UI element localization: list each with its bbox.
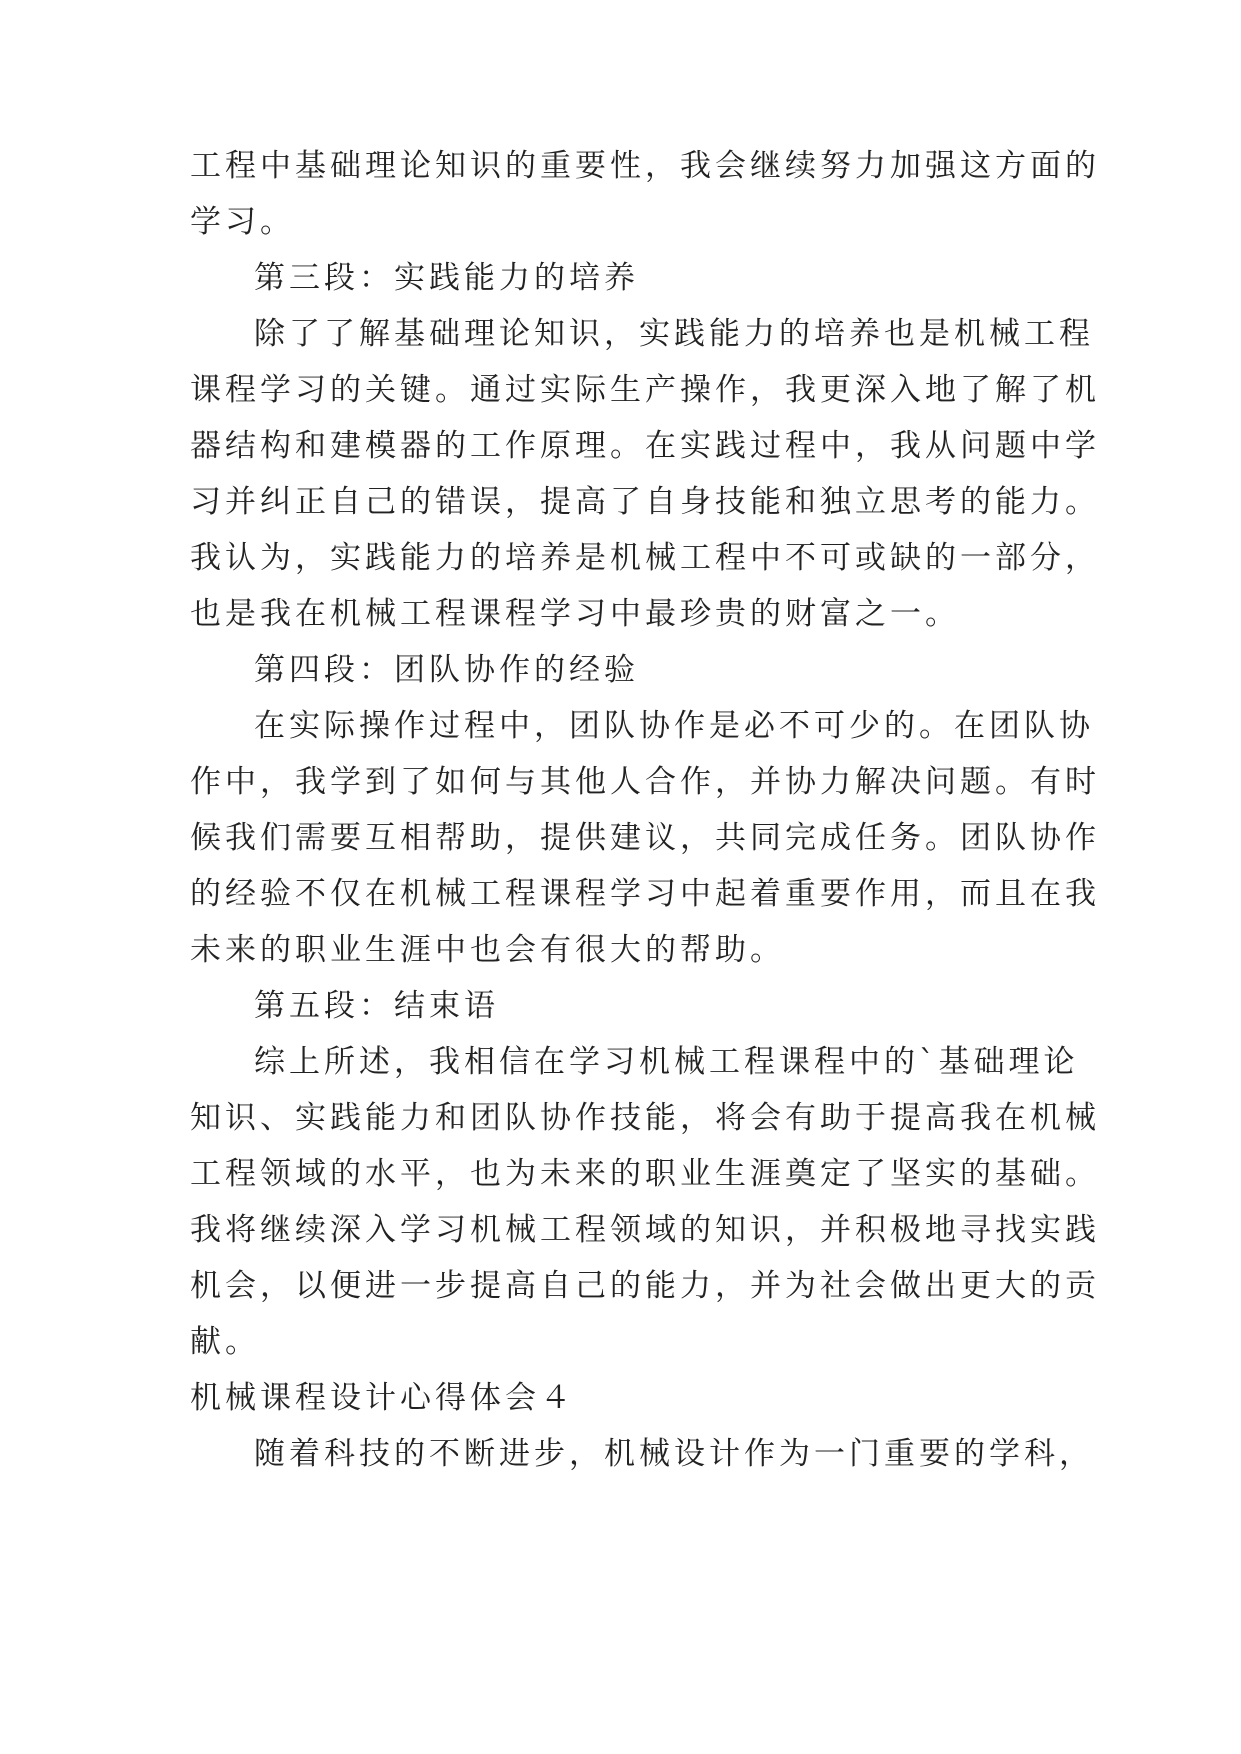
body-text-line: 知识、实践能力和团队协作技能，将会有助于提高我在机械 bbox=[190, 1100, 1100, 1136]
body-text-line: 我认为，实践能力的培养是机械工程中不可或缺的一部分， bbox=[190, 540, 1100, 576]
body-text-line: 未来的职业生涯中也会有很大的帮助。 bbox=[190, 932, 785, 968]
body-text-line: 候我们需要互相帮助，提供建议，共同完成任务。团队协作 bbox=[190, 820, 1100, 856]
body-text-line: 除了了解基础理论知识，实践能力的培养也是机械工程 bbox=[254, 316, 1094, 352]
body-text-line: 作中，我学到了如何与其他人合作，并协力解决问题。有时 bbox=[190, 764, 1100, 800]
body-text-line: 综上所述，我相信在学习机械工程课程中的`基础理论 bbox=[254, 1044, 1079, 1080]
section-heading: 第三段：实践能力的培养 bbox=[254, 260, 639, 296]
body-text-line: 器结构和建模器的工作原理。在实践过程中，我从问题中学 bbox=[190, 428, 1100, 464]
body-text-line: 工程领域的水平，也为未来的职业生涯奠定了坚实的基础。 bbox=[190, 1156, 1100, 1192]
body-text-line: 也是我在机械工程课程学习中最珍贵的财富之一。 bbox=[190, 596, 960, 632]
article-title: 机械课程设计心得体会４ bbox=[190, 1380, 575, 1416]
body-text-line: 献。 bbox=[190, 1324, 260, 1360]
body-text-line: 的经验不仅在机械工程课程学习中起着重要作用，而且在我 bbox=[190, 876, 1100, 912]
body-text-line: 机会，以便进一步提高自己的能力，并为社会做出更大的贡 bbox=[190, 1268, 1100, 1304]
body-text-line: 工程中基础理论知识的重要性，我会继续努力加强这方面的 bbox=[190, 148, 1100, 184]
body-text-line: 课程学习的关键。通过实际生产操作，我更深入地了解了机 bbox=[190, 372, 1100, 408]
section-heading: 第四段：团队协作的经验 bbox=[254, 652, 639, 688]
body-text-line: 随着科技的不断进步，机械设计作为一门重要的学科， bbox=[254, 1436, 1094, 1472]
body-text-line: 习并纠正自己的错误，提高了自身技能和独立思考的能力。 bbox=[190, 484, 1100, 520]
section-heading: 第五段：结束语 bbox=[254, 988, 499, 1024]
body-text-line: 在实际操作过程中，团队协作是必不可少的。在团队协 bbox=[254, 708, 1094, 744]
body-text-line: 我将继续深入学习机械工程领域的知识，并积极地寻找实践 bbox=[190, 1212, 1100, 1248]
body-text-line: 学习。 bbox=[190, 204, 295, 240]
